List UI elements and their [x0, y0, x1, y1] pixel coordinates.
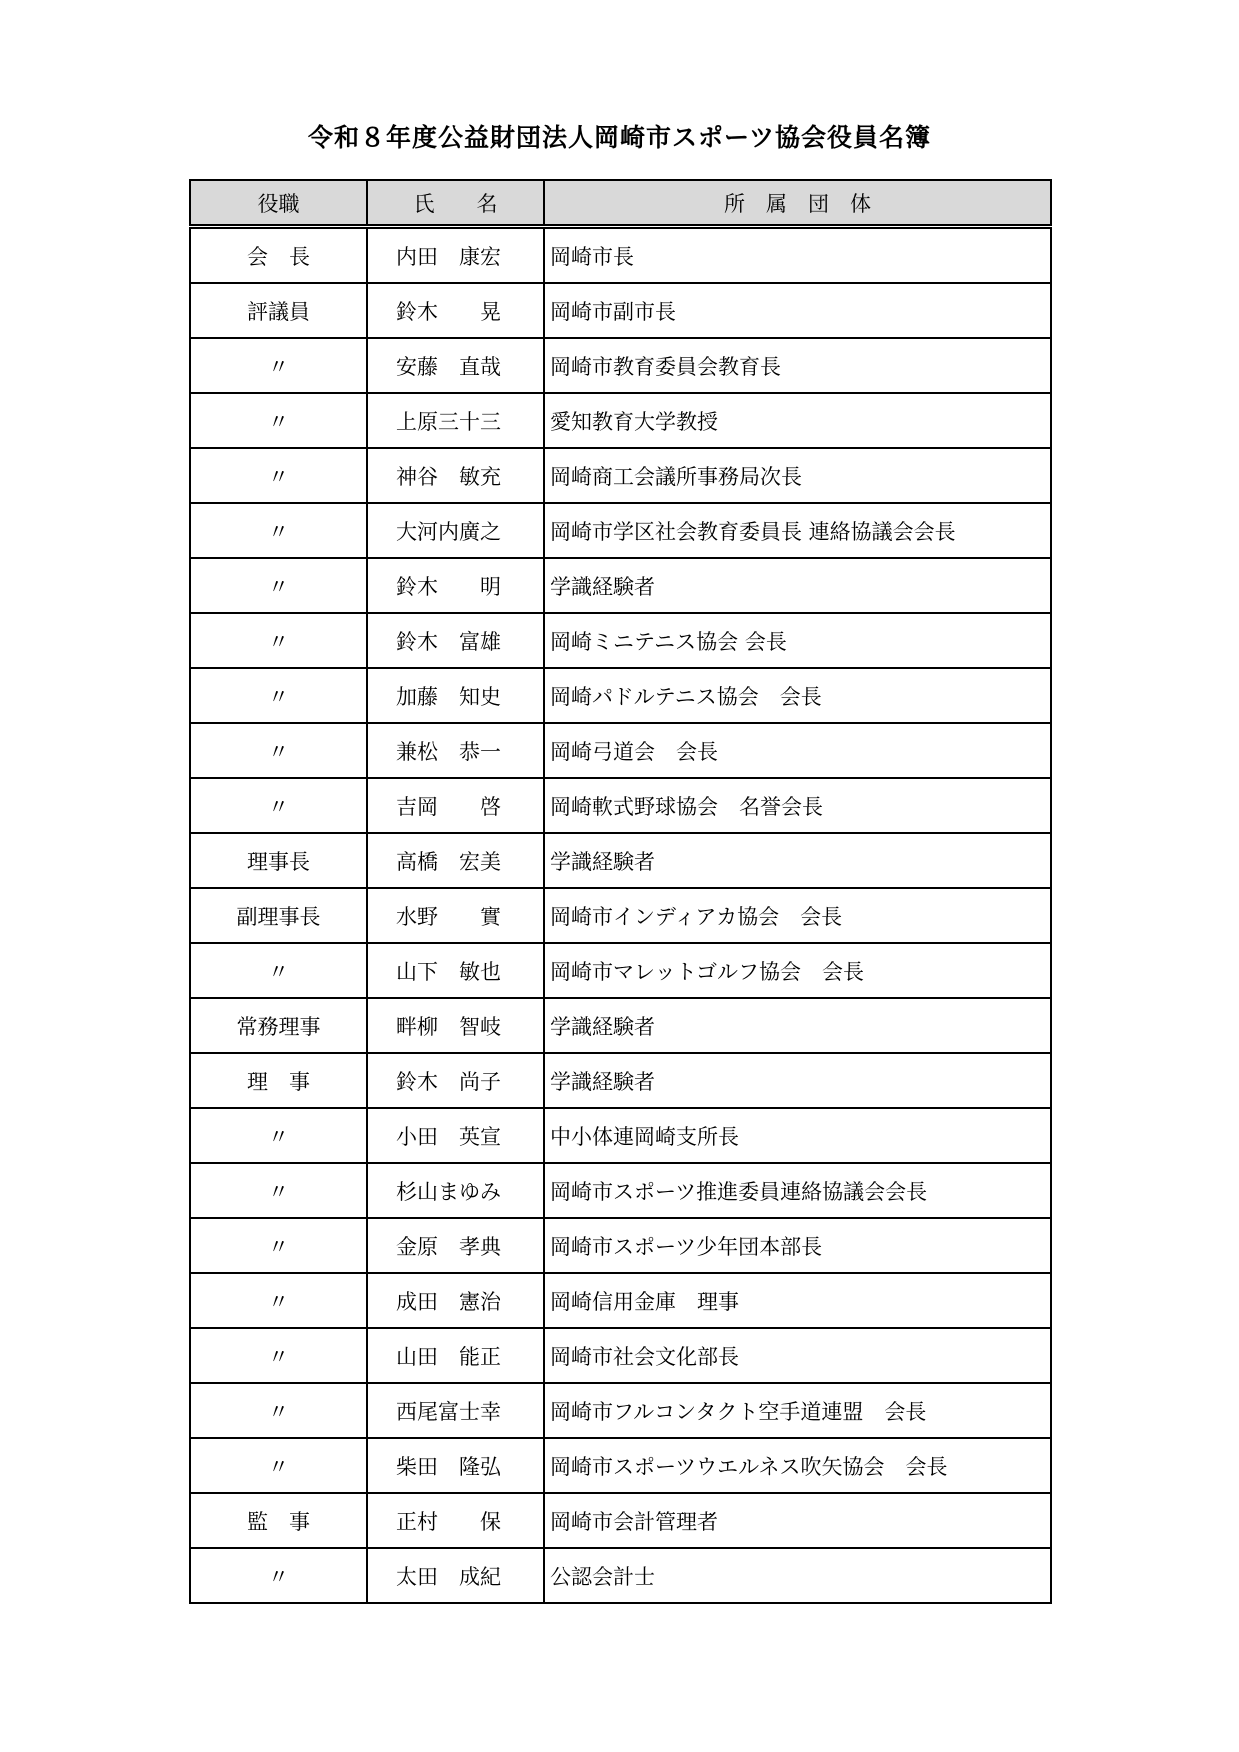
affiliation-cell: 岡崎商工会議所事務局次長	[544, 448, 1051, 503]
role-cell: 〃	[190, 668, 367, 723]
affiliation-cell: 学識経験者	[544, 558, 1051, 613]
table-row	[190, 1328, 1051, 1383]
affiliation-cell: 愛知教育大学教授	[544, 393, 1051, 448]
table-row	[190, 833, 1051, 888]
affiliation-cell: 岡崎ミニテニス協会 会長	[544, 613, 1051, 668]
affiliation-cell: 岡崎パドルテニス協会 会長	[544, 668, 1051, 723]
name-cell: 水野 實	[367, 888, 544, 943]
role-cell: 理事長	[190, 833, 367, 888]
affiliation-cell: 学識経験者	[544, 1053, 1051, 1108]
role-cell: 〃	[190, 778, 367, 833]
name-cell: 吉岡 啓	[367, 778, 544, 833]
name-cell: 鈴木 富雄	[367, 613, 544, 668]
header-name-label: 氏 名	[413, 191, 498, 216]
table-row	[190, 503, 1051, 558]
header-affiliation	[544, 180, 1051, 227]
table-row	[190, 1053, 1051, 1108]
affiliation-cell: 学識経験者	[544, 833, 1051, 888]
table-row	[190, 1438, 1051, 1493]
name-cell: 加藤 知史	[367, 668, 544, 723]
name-cell: 兼松 恭一	[367, 723, 544, 778]
role-cell: 〃	[190, 1108, 367, 1163]
name-cell: 正村 保	[367, 1493, 544, 1548]
table-row	[190, 1273, 1051, 1328]
name-cell: 鈴木 晃	[367, 283, 544, 338]
role-cell: 〃	[190, 558, 367, 613]
affiliation-cell: 岡崎市教育委員会教育長	[544, 338, 1051, 393]
name-cell: 山田 能正	[367, 1328, 544, 1383]
name-cell: 内田 康宏	[367, 227, 544, 284]
role-cell: 〃	[190, 943, 367, 998]
name-cell: 金原 孝典	[367, 1218, 544, 1273]
table-row	[190, 1548, 1051, 1603]
table-row	[190, 283, 1051, 338]
name-cell: 太田 成紀	[367, 1548, 544, 1603]
table-row	[190, 393, 1051, 448]
role-cell: 〃	[190, 1273, 367, 1328]
table-row	[190, 943, 1051, 998]
affiliation-cell: 中小体連岡崎支所長	[544, 1108, 1051, 1163]
role-cell: 〃	[190, 1218, 367, 1273]
table-row	[190, 227, 1051, 284]
affiliation-cell: 岡崎市学区社会教育委員長 連絡協議会会長	[544, 503, 1051, 558]
table-row	[190, 613, 1051, 668]
table-row	[190, 668, 1051, 723]
header-affiliation-label: 所 属 団 体	[724, 191, 871, 216]
name-cell: 鈴木 明	[367, 558, 544, 613]
role-cell: 〃	[190, 1328, 367, 1383]
name-cell: 柴田 隆弘	[367, 1438, 544, 1493]
affiliation-cell: 学識経験者	[544, 998, 1051, 1053]
role-cell: 〃	[190, 723, 367, 778]
table-row	[190, 558, 1051, 613]
header-name	[367, 180, 544, 227]
affiliation-cell: 岡崎市長	[544, 227, 1051, 284]
role-cell: 〃	[190, 393, 367, 448]
table-row	[190, 1383, 1051, 1438]
role-cell: 常務理事	[190, 998, 367, 1053]
name-cell: 杉山まゆみ	[367, 1163, 544, 1218]
name-cell: 鈴木 尚子	[367, 1053, 544, 1108]
table-row	[190, 1163, 1051, 1218]
affiliation-cell: 岡崎市会計管理者	[544, 1493, 1051, 1548]
table-header	[190, 180, 1051, 227]
name-cell: 西尾富士幸	[367, 1383, 544, 1438]
table-row	[190, 778, 1051, 833]
role-cell: 〃	[190, 1163, 367, 1218]
role-cell: 〃	[190, 1383, 367, 1438]
role-cell: 〃	[190, 338, 367, 393]
table-body	[190, 227, 1051, 1604]
table-row	[190, 888, 1051, 943]
affiliation-cell: 岡崎市スポーツウエルネス吹矢協会 会長	[544, 1438, 1051, 1493]
role-cell: 会 長	[190, 227, 367, 284]
name-cell: 大河内廣之	[367, 503, 544, 558]
header-role	[190, 180, 367, 227]
affiliation-cell: 岡崎市スポーツ少年団本部長	[544, 1218, 1051, 1273]
affiliation-cell: 岡崎市スポーツ推進委員連絡協議会会長	[544, 1163, 1051, 1218]
name-cell: 神谷 敏充	[367, 448, 544, 503]
header-role-label: 役職	[257, 191, 300, 216]
role-cell: 評議員	[190, 283, 367, 338]
affiliation-cell: 岡崎市社会文化部長	[544, 1328, 1051, 1383]
affiliation-cell: 岡崎軟式野球協会 名誉会長	[544, 778, 1051, 833]
table-row	[190, 998, 1051, 1053]
role-cell: 〃	[190, 1438, 367, 1493]
table-row	[190, 338, 1051, 393]
table-row	[190, 1493, 1051, 1548]
document-title: 令和８年度公益財団法人岡崎市スポーツ協会役員名簿	[307, 123, 931, 152]
name-cell: 山下 敏也	[367, 943, 544, 998]
table-row	[190, 723, 1051, 778]
name-cell: 畔柳 智岐	[367, 998, 544, 1053]
role-cell: 監 事	[190, 1493, 367, 1548]
role-cell: 〃	[190, 448, 367, 503]
role-cell: 〃	[190, 613, 367, 668]
officer-roster-table	[189, 179, 1052, 1604]
name-cell: 小田 英宣	[367, 1108, 544, 1163]
affiliation-cell: 岡崎市副市長	[544, 283, 1051, 338]
affiliation-cell: 公認会計士	[544, 1548, 1051, 1603]
affiliation-cell: 岡崎弓道会 会長	[544, 723, 1051, 778]
name-cell: 成田 憲治	[367, 1273, 544, 1328]
affiliation-cell: 岡崎信用金庫 理事	[544, 1273, 1051, 1328]
name-cell: 高橋 宏美	[367, 833, 544, 888]
role-cell: 副理事長	[190, 888, 367, 943]
table-row	[190, 1108, 1051, 1163]
affiliation-cell: 岡崎市フルコンタクト空手道連盟 会長	[544, 1383, 1051, 1438]
table-row	[190, 1218, 1051, 1273]
table-row	[190, 448, 1051, 503]
role-cell: 〃	[190, 1548, 367, 1603]
role-cell: 理 事	[190, 1053, 367, 1108]
affiliation-cell: 岡崎市インディアカ協会 会長	[544, 888, 1051, 943]
role-cell: 〃	[190, 503, 367, 558]
name-cell: 上原三十三	[367, 393, 544, 448]
affiliation-cell: 岡崎市マレットゴルフ協会 会長	[544, 943, 1051, 998]
header-row	[190, 180, 1051, 227]
name-cell: 安藤 直哉	[367, 338, 544, 393]
